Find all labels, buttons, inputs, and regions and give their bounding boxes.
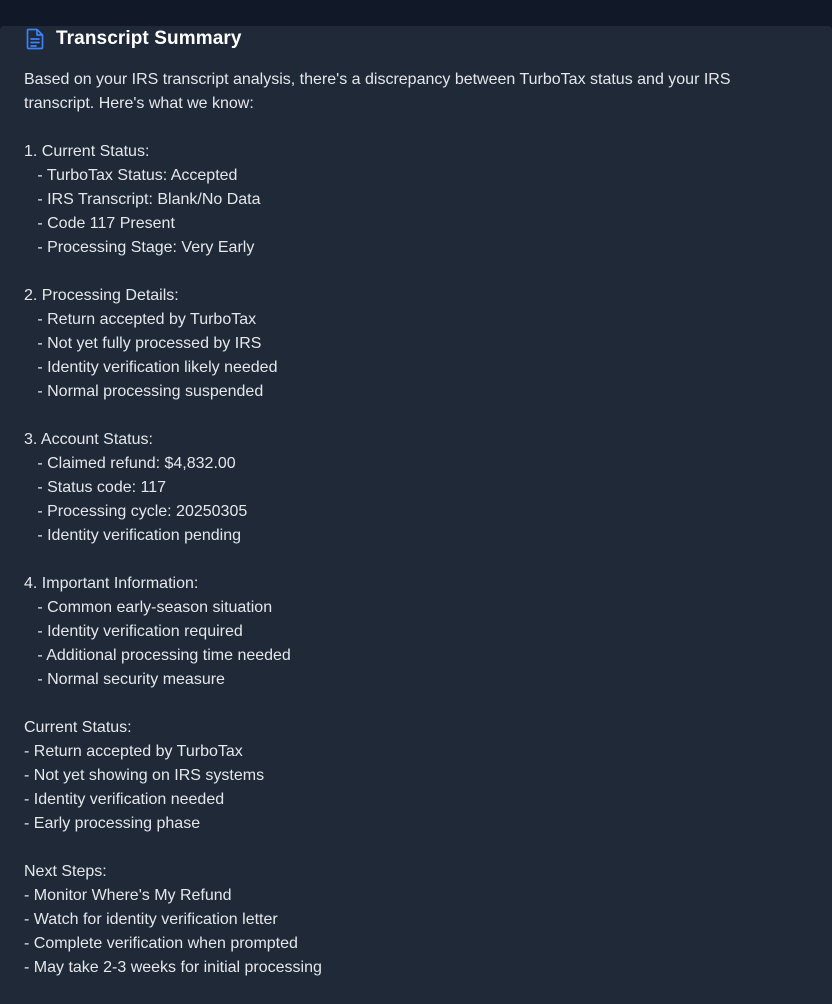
section-list-item: - Not yet showing on IRS systems	[24, 767, 265, 784]
section-list-item: - Processing cycle: 20250305	[24, 503, 248, 520]
section-list-item: - Early processing phase	[24, 815, 201, 832]
summary-intro: Based on your IRS transcript analysis, there's a discrepancy between TurboTax status and your IRS transcript. Here's what we know:	[24, 71, 731, 112]
card-title: Transcript Summary	[56, 28, 242, 49]
section-list-item: - Code 117 Present	[24, 215, 175, 232]
section-list-item: - Status code: 117	[24, 479, 167, 496]
document-icon	[24, 28, 46, 50]
section-list-item: - Return accepted by TurboTax	[24, 743, 243, 760]
section-list-item: - TurboTax Status: Accepted	[24, 167, 238, 184]
section-list-item: - Monitor Where's My Refund	[24, 887, 232, 904]
section-heading: Current Status:	[24, 719, 132, 736]
section-spacer	[24, 116, 804, 140]
section-heading: 1. Current Status:	[24, 143, 150, 160]
section-list-item: - Normal security measure	[24, 671, 225, 688]
section-list-item: - Common early-season situation	[24, 599, 273, 616]
section-list-item: - Identity verification pending	[24, 527, 242, 544]
section-list-item: - Identity verification needed	[24, 791, 225, 808]
section-list-item: - Complete verification when prompted	[24, 935, 298, 952]
section-list-item: - Watch for identity verification letter	[24, 911, 278, 928]
summary-body	[24, 68, 804, 980]
section-list-item: - Identity verification likely needed	[24, 359, 278, 376]
section-heading: 3. Account Status:	[24, 431, 153, 448]
section-heading: Next Steps:	[24, 863, 107, 880]
section-list-item: - Not yet fully processed by IRS	[24, 335, 262, 352]
section-list-item: - IRS Transcript: Blank/No Data	[24, 191, 261, 208]
section-spacer	[24, 692, 804, 716]
transcript-summary-card	[0, 26, 832, 1004]
summary-sections	[24, 116, 804, 980]
section-spacer	[24, 548, 804, 572]
section-list-item: - Identity verification required	[24, 623, 243, 640]
section-list-item: - Claimed refund: $4,832.00	[24, 455, 236, 472]
section-list-item: - Processing Stage: Very Early	[24, 239, 255, 256]
section-heading: 4. Important Information:	[24, 575, 199, 592]
section-heading: 2. Processing Details:	[24, 287, 179, 304]
section-list-item: - May take 2-3 weeks for initial processing	[24, 959, 322, 976]
section-list-item: - Additional processing time needed	[24, 647, 291, 664]
section-list-item: - Normal processing suspended	[24, 383, 264, 400]
section-list-item: - Return accepted by TurboTax	[24, 311, 257, 328]
section-spacer	[24, 836, 804, 860]
card-header	[24, 27, 242, 51]
top-bar	[0, 0, 832, 26]
section-spacer	[24, 260, 804, 284]
section-spacer	[24, 404, 804, 428]
